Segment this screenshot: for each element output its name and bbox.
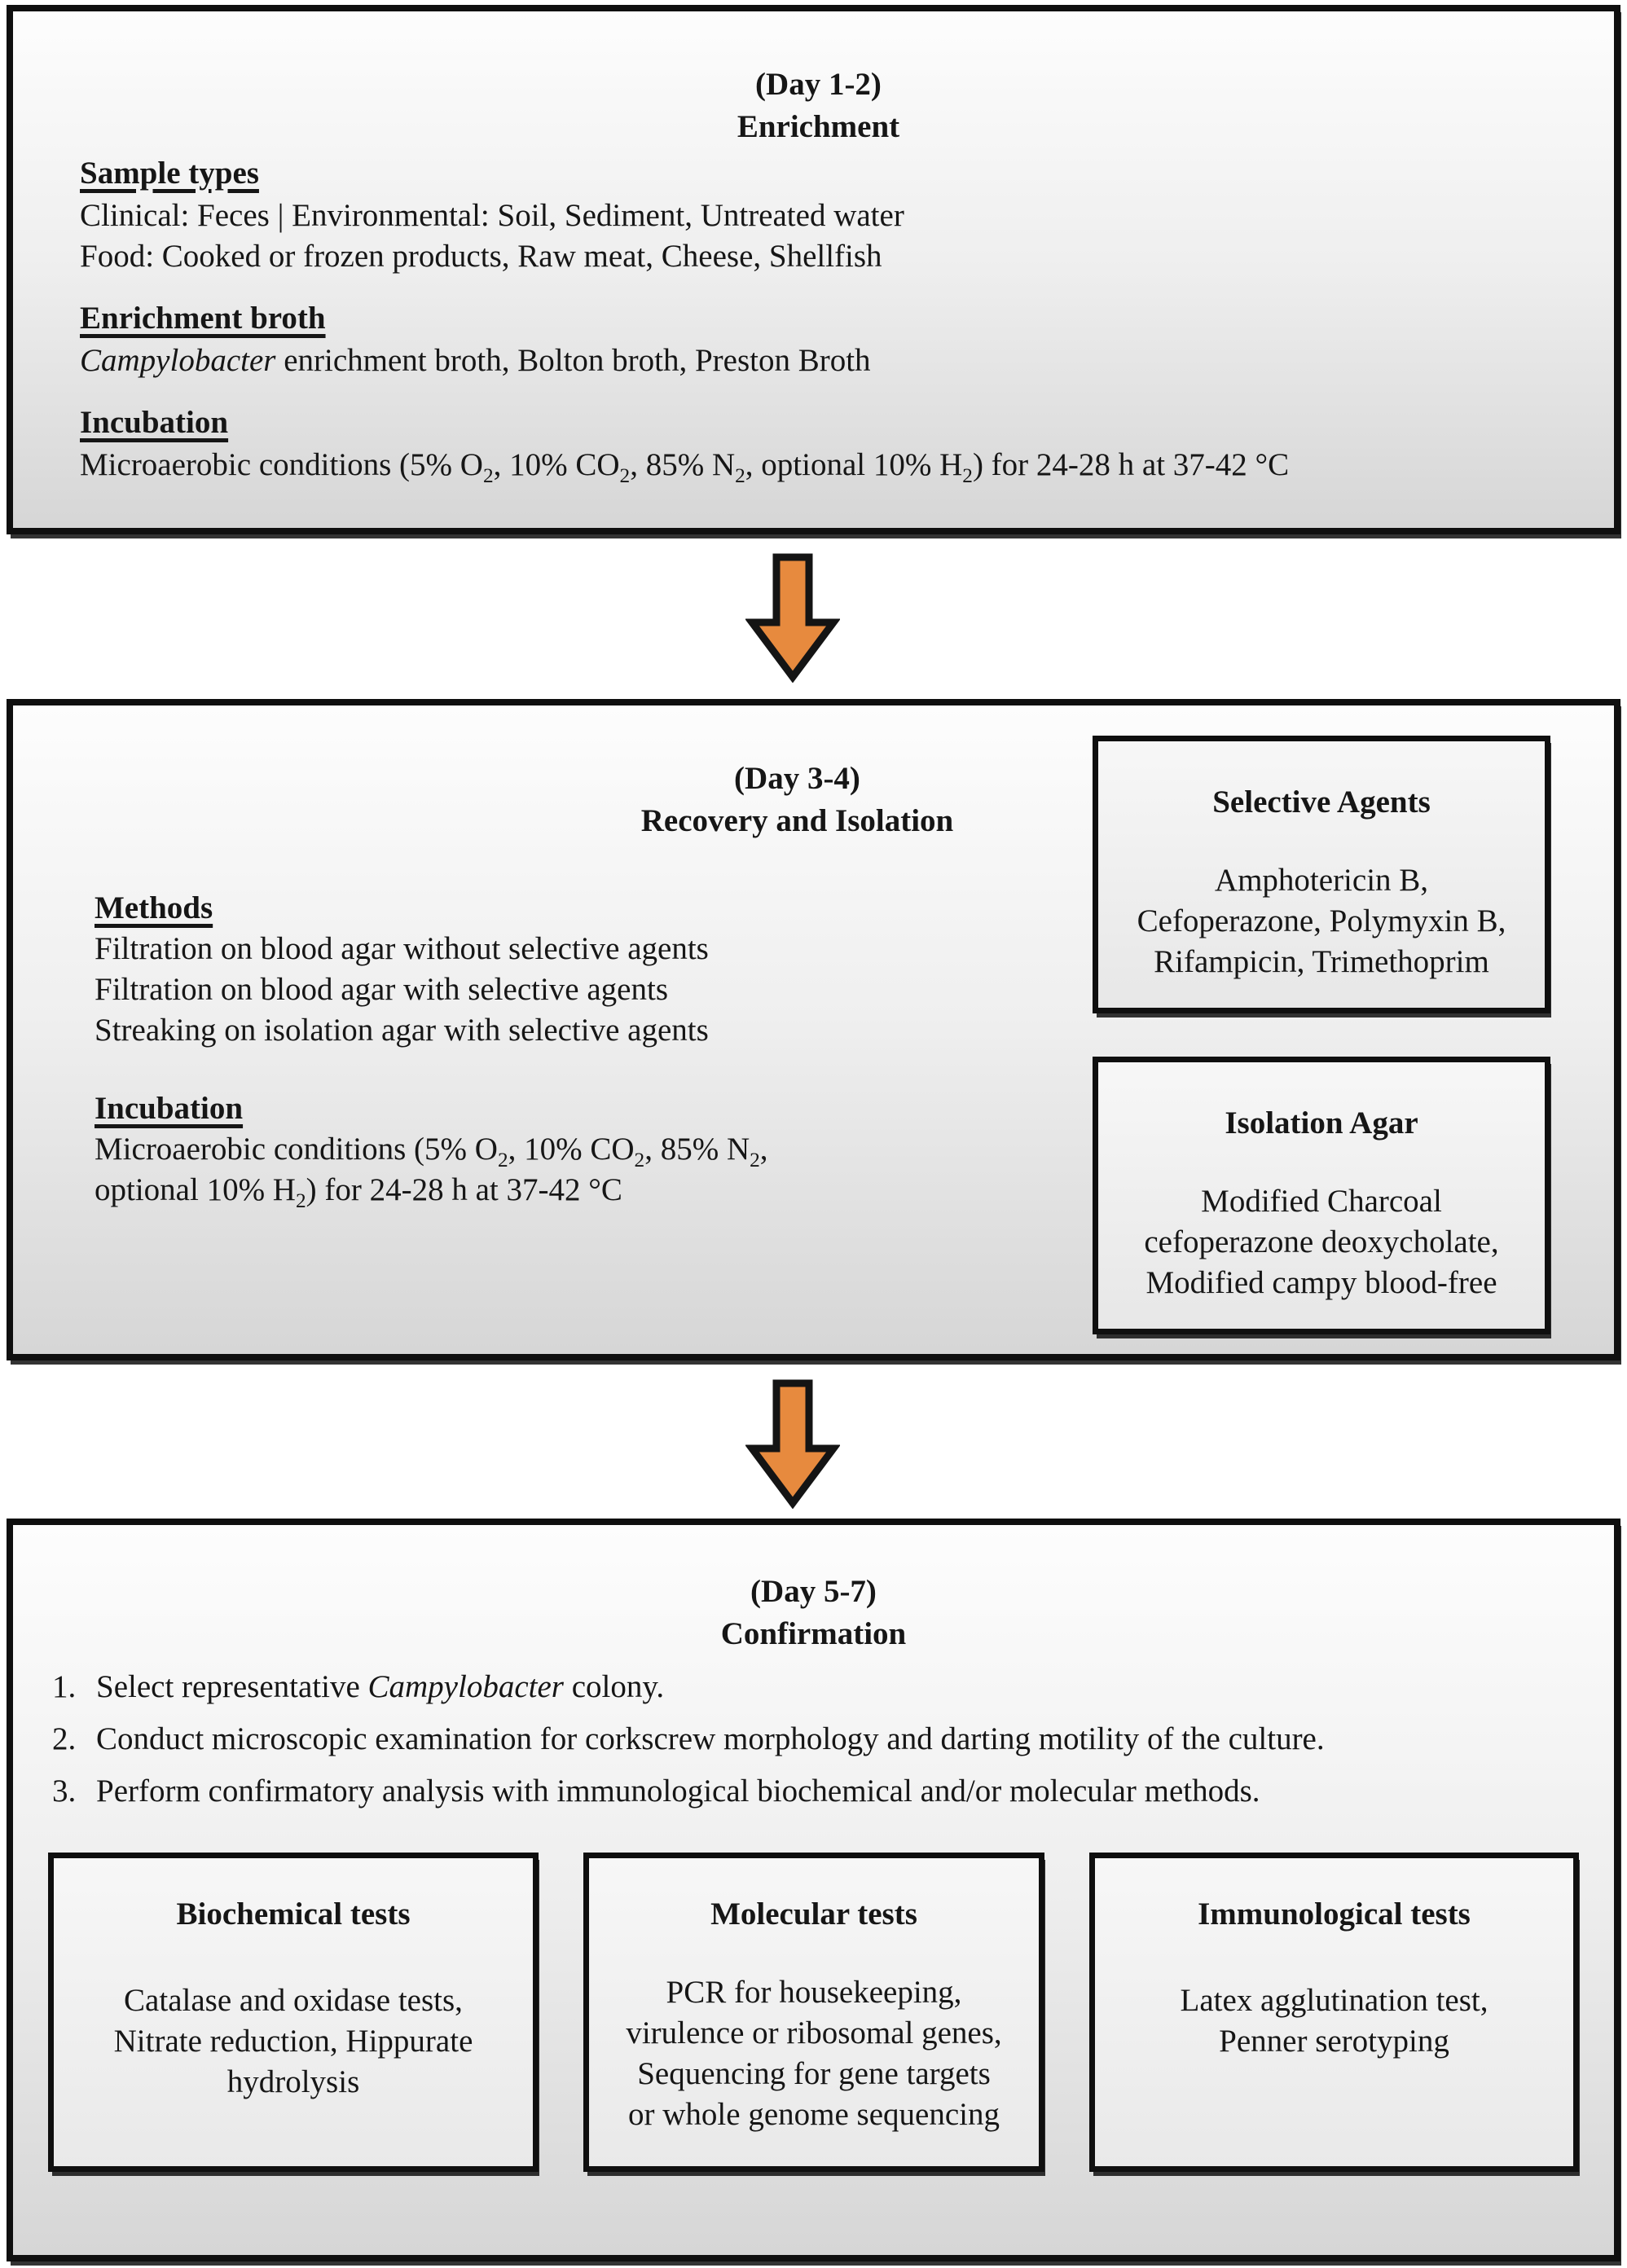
arrow-down-icon [745, 1378, 840, 1509]
molecular-tests-body [589, 1972, 1039, 2135]
methods-line-1: Filtration on blood agar without selective agents [95, 931, 709, 966]
stage-2-day: (Day 3-4) [734, 761, 860, 796]
sample-types-line-2: Food: Cooked or frozen products, Raw meat, Cheese, Shellfish [80, 239, 882, 274]
stage-2-left-column [13, 888, 1056, 1211]
step-1-number: 1. [52, 1669, 77, 1704]
step-1-text: Select representative Campylobacter colony. [96, 1669, 665, 1704]
methods-line-3: Streaking on isolation agar with selective agents [95, 1013, 709, 1048]
immunological-line-1: Latex agglutination test, [1180, 1983, 1488, 2018]
immunological-tests-box [1089, 1853, 1579, 2172]
enrichment-broth-heading: Enrichment broth [80, 301, 326, 336]
sample-types-heading: Sample types [80, 156, 259, 191]
selective-agents-line-3: Rifampicin, Trimethoprim [1154, 944, 1489, 979]
molecular-tests-title: Molecular tests [710, 1897, 917, 1932]
isolation-agar-line-2: cefoperazone deoxycholate, [1144, 1224, 1499, 1259]
step-2-number: 2. [52, 1721, 77, 1756]
molecular-line-3: Sequencing for gene targets [637, 2056, 991, 2091]
isolation-agar-body [1098, 1181, 1545, 1303]
section-methods [95, 888, 1056, 1051]
incubation-2-heading: Incubation [95, 1091, 244, 1126]
selective-agents-title: Selective Agents [1212, 785, 1431, 820]
immunological-tests-body [1095, 1980, 1573, 2062]
stage-3-header [13, 1571, 1614, 1655]
arrow-down-icon [745, 552, 840, 683]
step-2-text: Conduct microscopic examination for corkscrew morphology and darting motility of the culture. [96, 1721, 1325, 1756]
stage-3-day: (Day 5-7) [750, 1574, 877, 1609]
isolation-agar-title: Isolation Agar [1225, 1105, 1418, 1141]
biochemical-line-2: Nitrate reduction, Hippurate [113, 2024, 473, 2059]
biochemical-tests-body [54, 1980, 533, 2103]
section-sample-types [80, 153, 1557, 277]
isolation-agar-line-3: Modified campy blood-free [1145, 1265, 1497, 1300]
stage-1-enrichment-box [7, 5, 1620, 534]
section-enrichment-broth [80, 298, 1557, 381]
immunological-line-2: Penner serotyping [1219, 2024, 1449, 2059]
incubation-1-heading: Incubation [80, 405, 229, 440]
confirmation-steps [13, 1667, 1614, 1812]
biochemical-tests-title: Biochemical tests [176, 1897, 411, 1932]
step-3 [13, 1771, 1614, 1812]
sample-types-line-1: Clinical: Feces | Environmental: Soil, Sediment, Untreated water [80, 198, 904, 233]
methods-heading: Methods [95, 890, 213, 925]
methods-line-2: Filtration on blood agar with selective agents [95, 972, 668, 1007]
incubation-2-line-1: Microaerobic conditions (5% $O_2$, 10% $CO_2$, 85% $N_2$, [95, 1132, 768, 1171]
stage-2-recovery-isolation-box [7, 699, 1620, 1360]
stage-3-title: Confirmation [720, 1616, 907, 1651]
biochemical-line-1: Catalase and oxidase tests, [124, 1983, 463, 2018]
step-1 [13, 1667, 1614, 1708]
step-3-number: 3. [52, 1774, 77, 1809]
selective-agents-box [1093, 736, 1550, 1013]
stage-1-title: Enrichment [737, 109, 900, 144]
section-incubation-1 [80, 402, 1557, 486]
step-2 [13, 1719, 1614, 1760]
selective-agents-line-1: Amphotericin B, [1214, 863, 1429, 898]
tests-row [13, 1853, 1614, 2172]
isolation-agar-line-1: Modified Charcoal [1201, 1184, 1442, 1219]
immunological-tests-title: Immunological tests [1198, 1897, 1471, 1932]
stage-3-confirmation-box [7, 1519, 1620, 2261]
section-incubation-2 [95, 1088, 1056, 1211]
biochemical-line-3: hydrolysis [226, 2064, 360, 2099]
stage-1-day: (Day 1-2) [755, 67, 882, 102]
biochemical-tests-box [48, 1853, 539, 2172]
molecular-tests-box [583, 1853, 1044, 2172]
isolation-agar-box [1093, 1057, 1550, 1334]
molecular-line-4: or whole genome sequencing [628, 2097, 1000, 2132]
step-3-text: Perform confirmatory analysis with immunological biochemical and/or molecular methods. [96, 1774, 1260, 1809]
stage-2-title: Recovery and Isolation [640, 803, 954, 838]
selective-agents-line-2: Cefoperazone, Polymyxin B, [1137, 903, 1506, 938]
enrichment-broth-line: Campylobacter enrichment broth, Bolton broth, Preston Broth [80, 343, 871, 378]
incubation-1-line: Microaerobic conditions (5% $O_2$, 10% $CO_2$, 85% $N_2$, optional 10% $H_2$) for 24-28 h at 37-42 °C [80, 447, 1290, 487]
selective-agents-body [1098, 860, 1545, 982]
molecular-line-1: PCR for housekeeping, [666, 1975, 962, 2010]
incubation-2-line-2: optional 10% $H_2$) for 24-28 h at 37-42 °C [95, 1172, 622, 1212]
stage-1-header [80, 64, 1557, 148]
molecular-line-2: virulence or ribosomal genes, [626, 2015, 1002, 2050]
